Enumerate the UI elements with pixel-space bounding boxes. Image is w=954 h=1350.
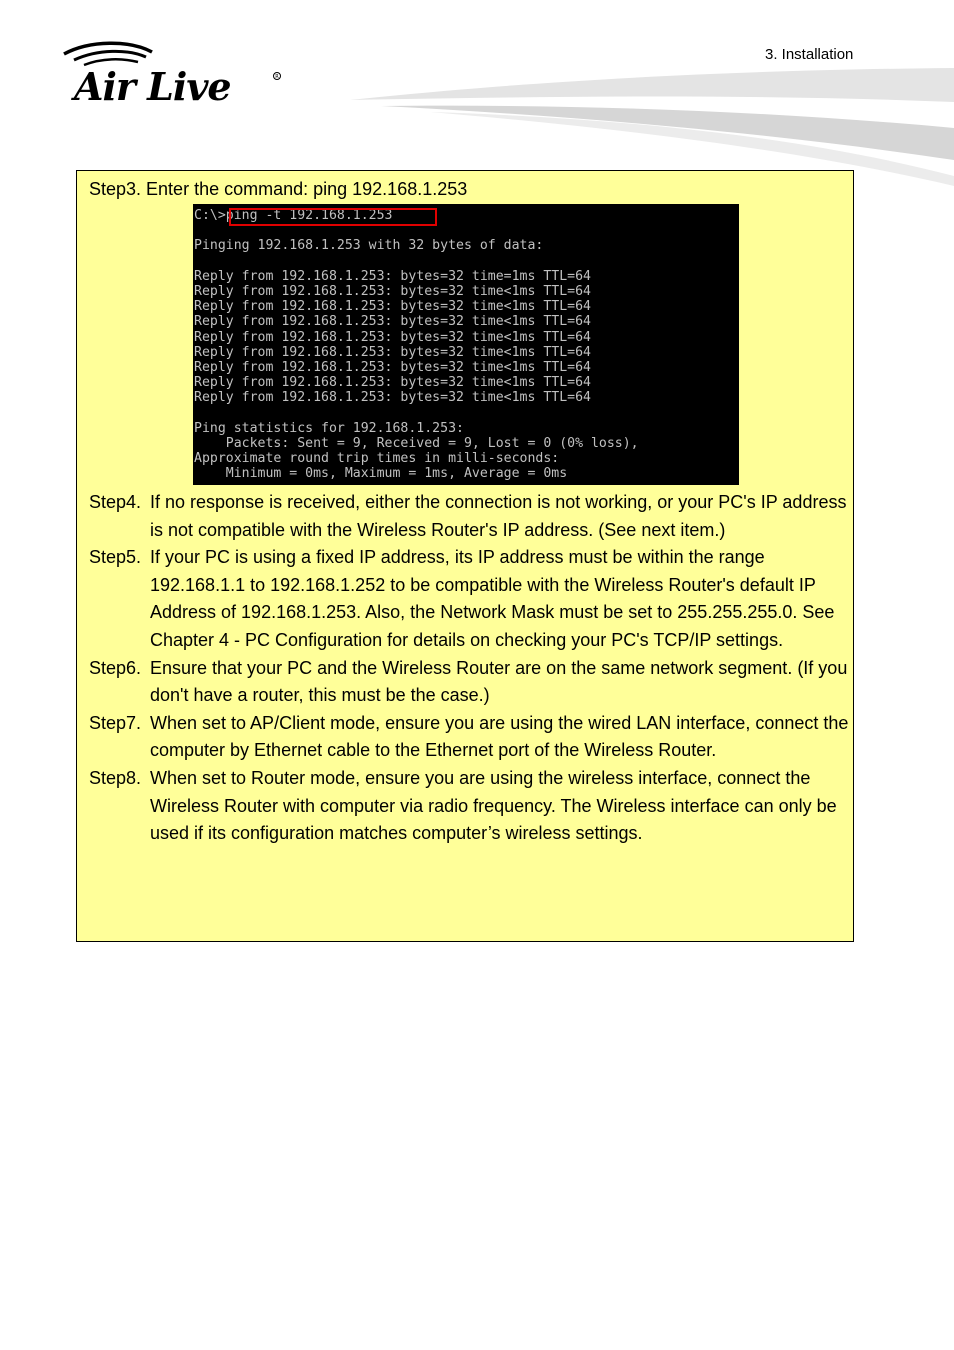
step-text: When set to AP/Client mode, ensure you are using the wired LAN interface, connect the computer by Ethernet cable to the Ethernet port of the Wireless Router.	[150, 712, 849, 761]
step-item	[89, 544, 849, 654]
step-number: Step8.	[89, 767, 142, 788]
step-item	[89, 765, 849, 848]
step-text: If your PC is using a fixed IP address, its IP address must be within the range 192.168.1.1 to 192.168.1.252 to be compatible with the Wireless Router's default IP Address of 192.168.1.253. Also, the Network Mask must be set to 255.255.255.0. See Chapter 4 - PC Configuration for details on checking your PC's TCP/IP settings.	[150, 547, 835, 650]
step-number: Step6.	[89, 657, 142, 678]
console-output: C:\>ping -t 192.168.1.253 Pinging 192.168.1.253 with 32 bytes of data: Reply from 192.168.1.253: bytes=32 time=1ms TTL=64 Reply from 192.168.1.253: bytes=32 time<1ms TTL=64 Reply from 192.168.1.253: bytes=32 time<1ms TTL=64 Reply from 192.168.1.253: bytes=32 time<1ms TTL=64 Reply from 192.168.1.253: bytes=32 time<1ms TTL=64 Reply from 192.168.1.253: bytes=32 time<1ms TTL=64 Reply from 192.168.1.253: bytes=32 time<1ms TTL=64 Reply from 192.168.1.253: bytes=32 time<1ms TTL=64 Reply from 192.168.1.253: bytes=32 time<1ms TTL=64 Ping statistics for 192.168.1.253: Packets: Sent = 9, Received = 9, Lost = 0 (0% loss), Approximate round trip times in milli-seconds: Minimum = 0ms, Maximum = 1ms, Average = 0ms	[194, 208, 639, 482]
step-number: Step7.	[89, 712, 142, 733]
airlive-logo	[60, 38, 290, 108]
svg-text:R: R	[275, 74, 279, 80]
section-label: 3. Installation	[765, 46, 854, 63]
step-item	[89, 710, 849, 765]
note-box	[76, 170, 854, 942]
console-screenshot	[193, 204, 739, 485]
command-highlight	[229, 208, 437, 226]
step-text: If no response is received, either the connection is not working, or your PC's IP address is not compatible with the Wireless Router's IP address. (See next item.)	[150, 492, 847, 540]
step-number: Step5.	[89, 547, 142, 568]
steps-list	[89, 489, 849, 848]
step-text: When set to Router mode, ensure you are using the wireless interface, connect the Wireless Router with computer via radio frequency. The Wireless interface can only be used if its configuration matches computer’s wireless settings.	[150, 767, 837, 844]
step-text: Ensure that your PC and the Wireless Router are on the same network segment. (If you don't have a router, this must be the case.)	[150, 657, 848, 706]
step-item	[89, 489, 849, 544]
step3-text: Step3. Enter the command: ping 192.168.1.253	[89, 179, 468, 199]
svg-text:Air Live: Air Live	[74, 64, 231, 108]
step-item	[89, 655, 849, 710]
step-number: Step4.	[89, 492, 142, 512]
